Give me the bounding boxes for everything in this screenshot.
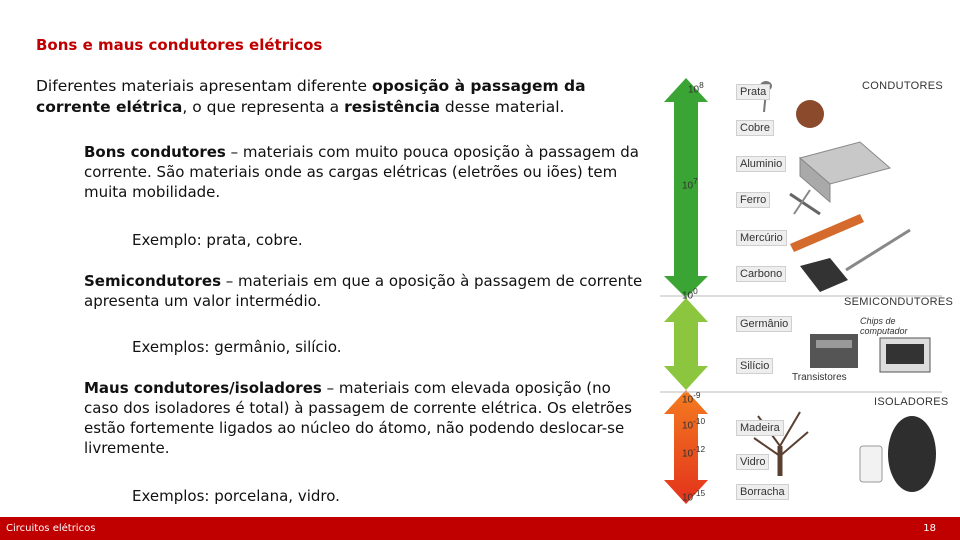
insulators-paragraph: [84, 378, 644, 458]
glass-icon: [860, 446, 882, 482]
material-borracha: Borracha: [736, 484, 789, 500]
scale-label-3: $10^0$: [682, 286, 698, 302]
material-carbono: Carbono: [736, 266, 786, 282]
chips-caption: Chips de computador: [860, 316, 908, 336]
transistors-caption: Transistores: [792, 372, 847, 383]
tool-icon: [790, 190, 820, 214]
coin-icon: [796, 100, 824, 128]
intro-bold-resistance: resistência: [344, 98, 440, 116]
conductivity-figure: [660, 76, 954, 506]
intro-paragraph: [36, 76, 636, 118]
good-conductors-paragraph: [84, 142, 644, 202]
category-semiconductors: SEMICONDUTORES: [844, 296, 954, 308]
material-germanio: Germânio: [736, 316, 792, 332]
insulators-text: – materiais com elevada oposição (no caso dos isoladores é total) à passagem de corrente elétrica. Os eletrões estão fortemente ligados ao núcleo do átomo, não podendo deslocar-se livremente.: [84, 379, 632, 457]
semiconductors-term: Semicondutores: [84, 272, 222, 290]
intro-text-2: , o que representa a: [182, 98, 345, 116]
good-conductors-term: Bons condutores: [84, 143, 226, 161]
footer-bar: [0, 517, 960, 540]
semiconductors-paragraph: [84, 271, 644, 311]
semiconductors-example: Exemplos: germânio, silício.: [132, 338, 342, 356]
transistor-icon: [810, 334, 858, 368]
material-aluminio: Aluminio: [736, 156, 786, 172]
insulators-example: Exemplos: porcelana, vidro.: [132, 487, 340, 505]
page-number: 18: [923, 523, 936, 534]
scale-label-1: $10^8$: [688, 80, 704, 96]
thermometer-icon: [790, 214, 864, 252]
intro-text-3: desse material.: [439, 98, 565, 116]
tire-icon: [888, 416, 936, 492]
material-prata: Prata: [736, 84, 770, 100]
material-ferro: Ferro: [736, 192, 770, 208]
category-conductors: CONDUTORES: [862, 80, 944, 92]
semiconductors-arrow: [664, 298, 708, 390]
material-silicio: Silício: [736, 358, 773, 374]
material-cobre: Cobre: [736, 120, 774, 136]
good-conductors-example: Exemplo: prata, cobre.: [132, 231, 303, 249]
semiconductors-text: – materiais em que a oposição à passagem de corrente apresenta um valor intermédio.: [84, 272, 643, 310]
slide-title: Bons e maus condutores elétricos: [36, 36, 323, 54]
scale-label-4: $10^{-9}$: [682, 390, 701, 406]
material-mercurio: Mercúrio: [736, 230, 787, 246]
material-madeira: Madeira: [736, 420, 784, 436]
scale-label-5: $10^{-10}$: [682, 416, 706, 432]
chip-icon: [880, 338, 930, 372]
scale-label-2: $10^7$: [682, 176, 698, 192]
conductivity-arrow-chart: [660, 76, 942, 506]
category-insulators: ISOLADORES: [874, 396, 949, 408]
intro-bold-opposition: oposição à passagem da corrente elétrica: [36, 77, 586, 116]
intro-text-1: Diferentes materiais apresentam diferente: [36, 77, 372, 95]
scale-label-6: $10^{-12}$: [682, 444, 706, 460]
footer-section-title: Circuitos elétricos: [6, 523, 96, 534]
scale-label-7: $10^{-15}$: [682, 488, 706, 504]
good-conductors-text: – materiais com muito pouca oposição à passagem da corrente. São materiais onde as cargas elétricas (eletrões ou iões) tem muita mobilidade.: [84, 143, 639, 201]
foil-icon: [800, 142, 890, 202]
insulators-term: Maus condutores/isoladores: [84, 379, 322, 397]
material-vidro: Vidro: [736, 454, 769, 470]
